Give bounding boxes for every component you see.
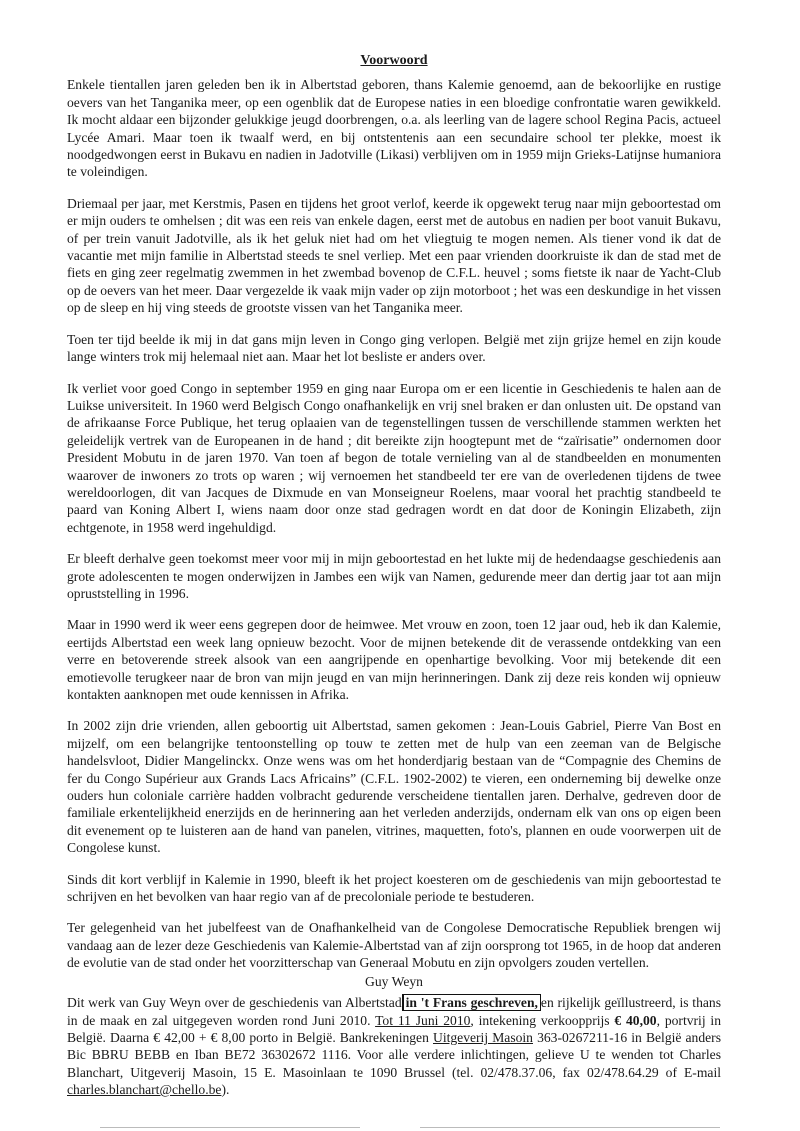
paragraph-6: Maar in 1990 werd ik weer eens gegrepen door de heimwee. Met vrouw en zoon, toen 12 jaar oud, heb ik dan Kalemie, eertijds Albertstad een week lang opnieuw bezocht. Voor de mijnen betekende dit de verassende ontdekking van een verre en betoverende streek alsook van een aangrijpende en openhartige bevolking. Voor mij betekende dit een emotievolle terugkeer naar de bron van mijn jeugd en van mijn herinneringen. Dank zij deze reis konden wij opnieuw kontakten aanknopen met oude kennissen in Afrika. [67,617,721,702]
publication-note [67,994,721,1098]
publication-note-text [67,994,721,1098]
document-page [67,52,721,1099]
paragraph-9: Ter gelegenheid van het jubelfeest van de Onafhankelheid van de Congolese Democratische Republiek brengen wij vandaag aan de lezer deze Geschiedenis van Kalemie-Albertstad van af zijn oorsprong tot 1965, in de hoop dat anderen de evolutie van de stad onder het voorzitterschap van Generaal Mobutu en zijn opvolgers zouden vertellen. [67,920,721,971]
paragraph-8: Sinds dit kort verblijf in Kalemie in 1990, bleeft ik het project koesteren om de geschiedenis van mijn geboortestad te schrijven en het bevolken van haar regio van af de precoloniale periode te bestuderen. [67,871,721,905]
paragraph-3: Toen ter tijd beelde ik mij in dat gans mijn leven in Congo ging verlopen. België met zijn grijze hemel en zijn koude lange winters trok mij helemaal niet aan. Maar het lot besliste er anders over. [67,331,721,365]
boxed-language-note: in 't Frans geschreven, [402,994,541,1011]
note-part-1: Dit werk van Guy Weyn over de geschiedenis van Albertstad [67,995,402,1011]
paragraph-1: Enkele tientallen jaren geleden ben ik in Albertstad geboren, thans Kalemie genoemd, aan de bekoorlijke en rustige oevers van het Tanganika meer, op een ogenblik dat de Europese naties in een bloedige confrontatie waren gewikkeld. Ik mocht aldaar een bijzonder gelukkige jeugd doorbrengen, o.a. als leerling van de lagere school Regina Pacis, actueel Lycée Amari. Maar toen ik twaalf werd, en bij ontstentenis aan een secundaire school ter plekke, moest ik noodgedwongen eerst in Bukavu en nadien in Jadotville (Likasi) verblijven om in 1959 mijn Grieks-Latijnse humaniora te voleindigen. [67,77,721,180]
paragraph-2: Driemaal per jaar, met Kerstmis, Pasen en tijdens het groot verlof, keerde ik opgewekt terug naar mijn geboortestad om er mijn ouders te omhelsen ; dit was een reis van enkele dagen, eerst met de autobus en nadien per boot vanuit Bukavu, of per trein vanuit Jadotville, als ik het geluk niet had om het vliegtuig te mogen nemen. Als tiener vond ik dat de vacantie met mijn familie in Albertstad steeds te snel verliep. Met een paar vrienden doorkruiste ik dan de stad met de fiets en ging zeer regelmatig zwemmen in het zwembad bovenop de C.F.L. heuvel ; soms fietste ik naar de Yacht-Club op de oevers van het meer. Daar vergezelde ik vaak mijn vader op zijn motorboot ; het was een deskundige in het vissen op de sleep en hij ving steeds de grootste vissen van het Tanganika meer. [67,195,721,316]
document-title: Voorwoord [360,53,428,68]
subscription-deadline: Tot 11 Juni 2010 [375,1012,471,1028]
note-part-2: en rijkelijk geïllustreerd, is thans in de maak en zal uitgegeven worden rond Juni 2010. [67,995,721,1028]
email-link[interactable]: charles.blanchart@chello.be [67,1082,222,1098]
paragraph-5: Er bleeft derhalve geen toekomst meer voor mij in mijn geboortestad en het lukte mij de hedendaagse geschiedenis aan grote adolescenten te mogen onderwijzen in Jambes een wijk van Namen, gedurende meer dan dertig jaar tot aan mijn opruststelling in 1996. [67,551,721,601]
note-end: ). [221,1082,230,1098]
note-part-4: , portvrij in België. Daarna € 42,00 + € 8,00 porto in België. Bankrekeningen [67,1012,722,1045]
publisher-link[interactable]: Uitgeverij Masoin [433,1029,533,1045]
author-signature: Guy Weyn [365,973,423,989]
subscription-price: € 40,00 [614,1012,657,1028]
bottom-scan-rule-right [420,1127,720,1128]
paragraph-4: Ik verliet voor goed Congo in september 1959 en ging naar Europa om er een licentie in Geschiedenis te halen aan de Luikse universiteit. In 1960 werd Belgisch Congo onafhankelijk en vrij snel braken er dan onlusten uit. De opstand van de afrikaanse Force Publique, het terug oplaaien van de tegenstellingen tussen de verschillende stammen werkten het geleidelijk vertrek van de Europeanen in de hand ; dit bereikte zijn hoogtepunt met de “zaïrisatie” ondernomen door President Mobutu in de jaren 1970. Van toen af begon de totale vernieling van al de standbeelden en monumenten waarover de inwoners zo trots op waren ; wij vernoemen het standbeeld ter ere van de overledenen tijdens de twee wereldoorlogen, dit van Jacques de Dixmude en van Monseigneur Roelens, maar vooral het prachtig standbeeld te paard van Koning Albert I, wiens naam door onze stad gedragen wordt en dat door de Koningin Elizabeth, zijn echtgenote, in 1958 werd ingehuldigd. [67,380,721,535]
note-part-5: 363-0267211-16 in België anders Bic BBRU BEBB en Iban BE72 36302672 1116. Voor alle verdere inlichtingen, gelieve U te wenden tot Charles Blanchart, Uitgeverij Masoin, 15 E. Masoinlaan te 1090 Brussel (tel. 02/478.37.06, fax 02/478.64.29 of E-mail [67,1029,721,1080]
note-part-3: , intekening verkoopprijs [470,1012,610,1028]
paragraph-7: In 2002 zijn drie vrienden, allen geboortig uit Albertstad, samen gekomen : Jean-Louis Gabriel, Pierre Van Bost en mijzelf, om een belangrijke tentoonstelling op touw te zetten met de hulp van een zeeman van de Belgische handelsvloot, Didier Mangelinckx. Onze wens was om het honderdjarig bestaan van de “Compagnie des Chemins de fer du Congo Supérieur aux Grands Lacs Africains” (C.F.L. 1902-2002) te vieren, een onderneming bij dewelke onze ouders hun coloniale carrière hadden volbracht gedurende verscheidene tientallen jaren. Derhalve, gedreven door de familiale erkentelijkheid enerzijds en de herinnering aan het verleden anderzijds, ondernam elk van ons op eigen been dit evenement op te luisteren aan de hand van panelen, vitrines, maquetten, foto's, plannen en oude voorwerpen uit de Congolese kunst. [67,718,721,856]
bottom-scan-rule [100,1127,360,1128]
